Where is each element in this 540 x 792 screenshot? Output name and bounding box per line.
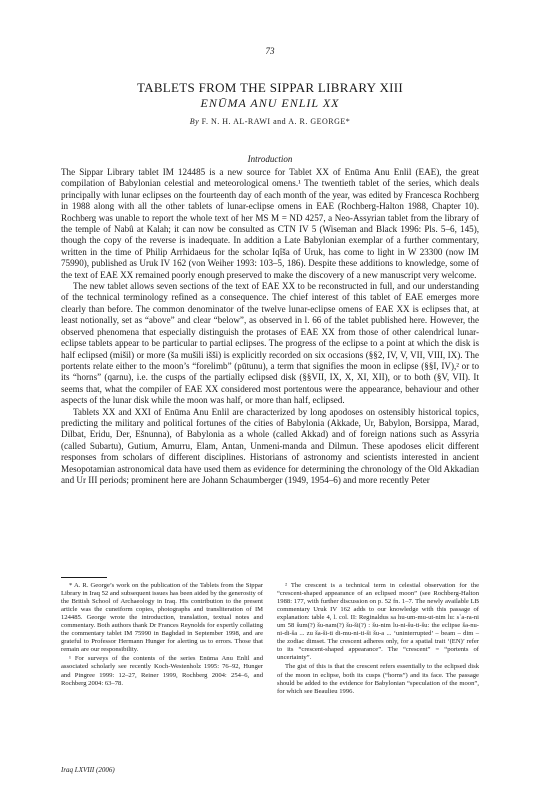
paragraph: The Sippar Library tablet IM 124485 is a new source for Tablet XX of Enūma Anu Enlil (EAE), the great compilation of Babylonian celestial and meteorological omens.¹ The twentieth tablet of the series, which deals principally with lunar eclipses on the fourteenth day of each month of the year, was edited by Francesca Rochberg in 1988 along with all the other tablets of lunar-eclipse omens in EAE (Rochberg-Halton 1988, Chapter 10). Rochberg was unable to report the whole text of her MS M = ND 4257, a Neo-Assyrian tablet from the library of the temple of Nabû at Kalah; it can now be consulted as CTN IV 5 (Wiseman and Black 1996: Pls. 5–6, 145), though the copy of the reverse is inadequate. In addition a Late Babylonian exemplar of a further commentary, written in the time of Philip Arrhidaeus for the scholar Iqîša of Uruk, has come to light in W 23300 (now IM 75990), published as Uruk IV 162 (von Weiher 1993: 103–5, 186). Despite these additions to knowledge, some of the text of EAE XX remained poorly enough preserved to make the discovery of a new manuscript very welcome. [61,167,479,280]
paragraph: The new tablet allows seven sections of the text of EAE XX to be reconstructed in full, and our understanding of the technical terminology refined as a consequence. The chief interest of this tablet of EAE emerges more clearly than before. The common denominator of the twelve lunar-eclipse omens of EAE XX is eclipses that, at least notionally, set as “above” and clear “below”, as observed in l. 66 of the tablet published here. However, the observed phenomena that especially distinguish the protases of EAE XX from those of other calendrical lunar-eclipse tablets appear to be particular to partial eclipses. The progress of the eclipse to a point at which the disk is half eclipsed (mišil) or more (ša mušili išši) is explicitly recorded on six occasions (§§2, IV, V, VII, VIII, IX). The portents relate either to the moon’s “forelimb” (pūtunu), a term that signifies the moon in eclipse (§§I, IV),² or to its “horns” (qarnu), i.e. the cusps of the partially eclipsed disk (§§VII, IX, X, XI, XII), or to both (§V, VII). It seems that, what the compiler of EAE XX considered most portentous were the appearance, behaviour and other aspects of the lunar disk while the moon was half, or more than half, eclipsed. [61,281,479,406]
authors-by: By [189,117,200,126]
footnote: The gist of this is that the crescent refers essentially to the eclipsed disk of the moon in eclipse, both its cusps (“horns”) and its face. The passage should be added to the evidence for Babylonian “speculation of the moon”, for which see Beaulieu 1996. [277,663,479,695]
footnote: * A. R. George’s work on the publication of the Tablets from the Sippar Library in Iraq 52 and subsequent issues has been aided by the generosity of the British School of Archaeology in Iraq. His contribution to the present article was the cuneiform copies, photographs and transliteration of IM 124485. George wrote the introduction, translation, textual notes and commentary. Both authors thank Dr Frances Reynolds for expertly collating the commentary tablet IM 75990 in Baghdad in September 1998, and are grateful to Professor Hermann Hunger for alerting us to errors. Those that remain are our responsibility. [61,582,263,654]
journal-line: Iraq LXVIII (2006) [61,766,115,774]
authors-names: F. N. H. AL-RAWI and A. R. GEORGE* [201,117,351,126]
footnotes [61,582,479,696]
paragraph: Tablets XX and XXI of Enūma Anu Enlil are characterized by long apodoses on ostensibly historical topics, predicting the military and political fortunes of the cities of Babylonia (Akkade, Ur, Babylon, Borsippa, Marad, Dilbat, Eridu, Der, Ešnunna), of Babylonia as a whole (called Akkad) and of foreign nations such as Assyria (called Subartu), Gutium, Amurru, Elam, Antan, Unmeni-manda and Dilmun. These apodoses elicit different responses from scholars of different disciplines. Historians of astronomy and scientists interested in ancient Mesopotamian astronomical data have used them as evidence for determining the chronology of the Old Akkadian and Ur III periods; prominent here are Johann Schaumberger (1949, 1954–6) and more recently Peter [61,406,479,485]
footnote: ² The crescent is a technical term in celestial observation for the “crescent-shaped appearance of an eclipsed moon” (see Rochberg-Halton 1988: 177, with further discussion on p. 52 fn. 1–7. The newly available LB commentary Uruk IV 162 adds to our knowledge with this passage of explanation: table 4, l. col. II: Reginaldus sa hu-um-mu-ut-nim lu: s`a-ra-ni um 58 šum(?) šu-nam(?) šu-ši(?) : šu-nim lu-ni-šu-ti-šu: the eclipse ša-nu-ni-di-ša ... zu ša-ši-ti di-mu-ni-ti-ši šu-a ... ‘uninterrupted’ – beam – dim – the zodiac dimset. The crescent adheres only, for a spatial trait ‘(EN)’ refer to its “crescent-shaped appearance”. The “crescent” = “portents of uncertainty”. [277,582,479,662]
page-number: 73 [265,46,275,56]
section-heading: Introduction [247,154,293,164]
footnote-divider [61,577,107,578]
main-text [61,167,479,486]
article-authors [0,117,540,126]
article-subtitle: ENŪMA ANU ENLIL XX [200,96,340,110]
footnote: ¹ For surveys of the contents of the series Enūma Anu Enlil and associated scholarly see recently Koch-Westenholz 1995: 76–92, Hunger and Pingree 1999: 12–27, Reiner 1999, Rochberg 2004: 254–6, and Rochberg 2004: 63–78. [61,655,263,687]
article-title: TABLETS FROM THE SIPPAR LIBRARY XIII [136,80,404,95]
